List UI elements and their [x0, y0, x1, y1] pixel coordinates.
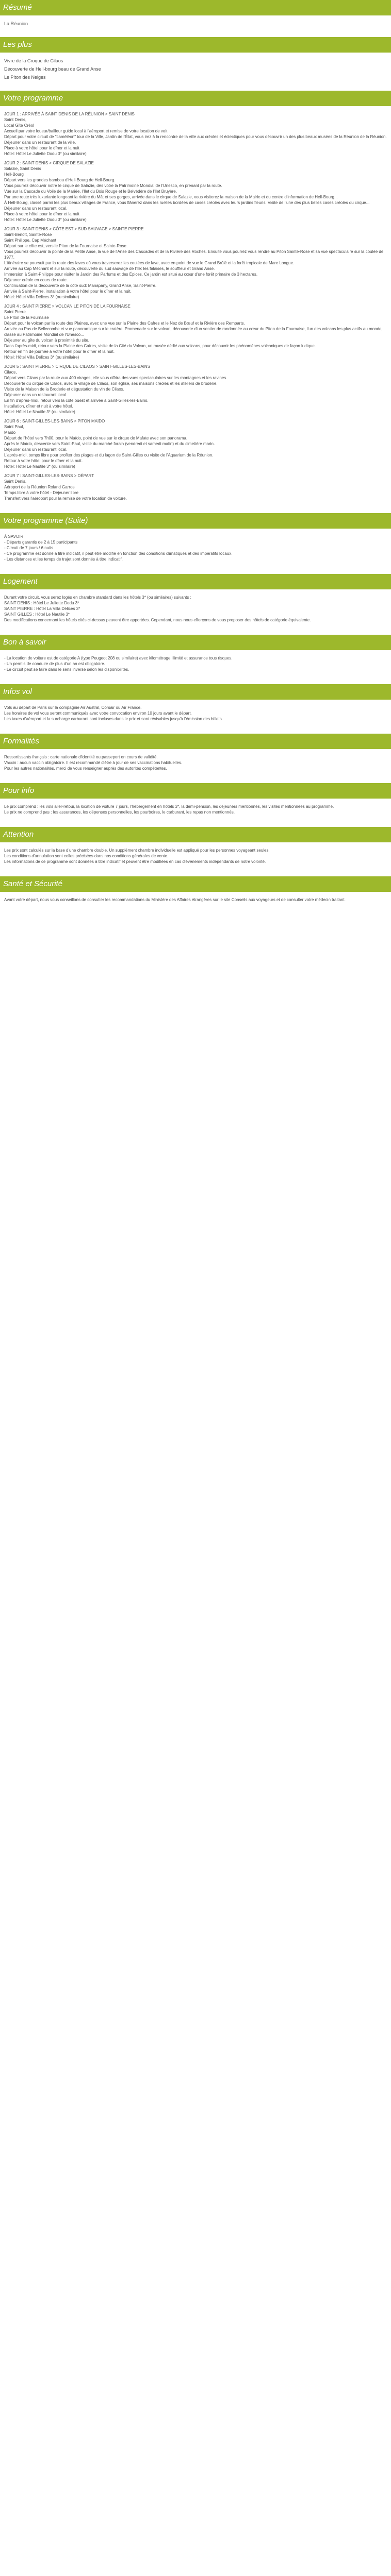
section-title-programme: Votre programme — [0, 91, 391, 106]
plus-item: Vivre de la Croque de Cilaos — [4, 58, 63, 63]
section-programme-suite — [0, 513, 391, 574]
section-logement — [0, 574, 391, 635]
day-6: JOUR 6 : SAINT-GILLES-LES-BAINS > PITON MAÏDO Saint Paul, Maïdo Départ de l'hôtel vers 7h00, pour le Maïdo, point de vue sur le cirque de Mafate avec son panorama. Après le Maïdo, descente vers Saint-Paul, visite du marché forain (vendredi et samedi matin) et du cimetière marin. Déjeuner dans un restaurant local. L'après-midi, temps libre pour profiter des plages et du lagon de Saint-Gilles ou visite de l'Aquarium de la Réunion. Retour à votre hôtel pour le dîner et la nuit. Hôtel: Hôtel Le Nautile 3* (ou similaire) — [4, 419, 215, 469]
logement-text: Durant votre circuit, vous serez logés en chambre standard dans les hôtels 3* (ou similaires) suivants : SAINT DENIS : Hôtel Le Juliette Dodu 3* SAINT PIERRE : Hôtel La Villa Délices 3* SAINT GILLES : Hôtel Le Nautile 3* Des modifications concernant les hôtels cités ci-dessus peuvent être apportées. Cependant, nous nous efforçons de vous proposer des hôtels de catégorie équivalente. — [4, 595, 311, 622]
section-title-infos-vol: Infos vol — [0, 684, 391, 700]
section-attention — [0, 827, 391, 876]
day-4: JOUR 4 : SAINT PIERRE > VOLCAN LE PITON DE LA FOURNAISE Saint Pierre Le Piton de la Fournaise Départ pour le volcan par la route des Plaines, avec une vue sur la Plaine des Cafres et le Nez de Bœuf et la Rivière des Remparts. Arrivée au Pas de Bellecombe et vue panoramique sur le cratère. Promenade sur le volcan, découverte d'un sentier de randonnée au cœur du Piton de la Fournaise, l'un des volcans les plus actifs au monde, classé au Patrimoine Mondial de l'Unesco... Déjeuner au gîte du volcan à proximité du site. Dans l'après-midi, retour vers la Plaine des Cafres, visite de la Cité du Volcan, un musée dédié aux volcans, pour découvrir les phénomènes volcaniques de façon ludique. Retour en fin de journée à votre hôtel pour le dîner et la nuit. Hôtel: Hôtel Villa Délices 3* (ou similaire) — [4, 304, 383, 360]
section-title-les-plus: Les plus — [0, 37, 391, 53]
sante-securite-text: Avant votre départ, nous vous conseillons de consulter les recommandations du Ministère des Affaires étrangères sur le site Conseils aux voyageurs et de consulter votre médecin traitant. — [4, 897, 346, 902]
section-pour-info — [0, 783, 391, 827]
section-title-pour-info: Pour info — [0, 783, 391, 799]
section-programme — [0, 91, 391, 513]
resume-text: La Réunion — [4, 21, 28, 26]
day-7: JOUR 7 : SAINT-GILLES-LES-BAINS > DÉPART Saint Denis, Aéroport de la Réunion Roland Garros Temps libre à votre hôtel - Déjeuner libre Transfert vers l'aéroport pour la remise de votre location de voiture. — [4, 473, 127, 501]
infos-vol-text: Vols au départ de Paris sur la compagnie Air Austral, Corsair ou Air France. Les horaires de vol vous seront communiqués avec votre convocation environ 10 jours avant le départ. Les taxes d'aéroport et la surcharge carburant sont incluses dans le prix et sont révisables jusqu'à l'émission des billets. — [4, 705, 223, 721]
day-2: JOUR 2 : SAINT DENIS > CIRQUE DE SALAZIE Salazie, Saint Denis Hell-Bourg Départ vers les grandes bambou d'Hell-Bourg de Hell-Bourg. Vous pourrez découvrir notre le cirque de Salazie, dès votre la Patrimoine Mondial de l'Unesco, en prenant par la route. Vue sur la Cascade du Voile de la Mariée, l'Ilet du Bois Rouge et le Belvédère de l'Ilet Bruyère. Par une route très luxuriante longeant la rivière du Mât et ses gorges, arrivée dans le cirque de Salazie, vous visiterez la maison de la Mairie et du centre d'information de Hell-Bourg... À Hell-Bourg, classé parmi les plus beaux villages de France, vous flânerez dans les ruelles bordées de cases créoles avec leurs jardins fleuris. Visite de l'une des plus belles cases créoles du cirque... Déjeuner dans un restaurant local. Place à votre hôtel pour le dîner et la nuit Hôtel: Hôtel Le Juliette Dodu 3* (ou similaire) — [4, 161, 370, 222]
section-title-logement: Logement — [0, 574, 391, 589]
pour-info-text: Le prix comprend : les vols aller-retour, la location de voiture 7 jours, l'hébergement en hôtels 3*, la demi-pension, les déjeuners mentionnés, les visites mentionnées au programme. Le prix ne comprend pas : les assurances, les dépenses personnelles, les pourboires, le carburant, les repas non mentionnés. — [4, 804, 334, 815]
section-formalites — [0, 734, 391, 783]
day-5: JOUR 5 : SAINT PIERRE > CIRQUE DE CILAOS > SAINT-GILLES-LES-BAINS Cilaos, Départ vers Cilaos par la route aux 400 virages, elle vous offrira des vues spectaculaires sur les montagnes et les ravines. Découverte du cirque de Cilaos, avec le village de Cilaos, son église, ses maisons créoles et les ateliers de broderie. Visite de la Maison de la Broderie et dégustation du vin de Cilaos. Déjeuner dans un restaurant local. En fin d'après-midi, retour vers la côte ouest et arrivée à Saint-Gilles-les-Bains. Installation, dîner et nuit à votre hôtel. Hôtel: Hôtel Le Nautile 3* (ou similaire) — [4, 364, 227, 414]
section-title-programme-suite: Votre programme (Suite) — [0, 513, 391, 529]
section-sante-securite — [0, 876, 391, 914]
section-les-plus — [0, 37, 391, 91]
formalites-text: Ressortissants français : carte nationale d'identité ou passeport en cours de validité. Vaccin : aucun vaccin obligatoire. Il est recommandé d'être à jour de ses vaccinations habituelles. Pour les autres nationalités, merci de vous renseigner auprès des autorités compétentes. — [4, 755, 183, 771]
section-infos-vol — [0, 684, 391, 734]
programme-suite-text: À SAVOIR - Départs garantis de 2 à 15 participants - Circuit de 7 jours / 6 nuits - Ce programme est donné à titre indicatif, il peut être modifié en fonction des conditions climatiques et des impératifs locaux. - Les distances et les temps de trajet sont donnés à titre indicatif. — [4, 534, 233, 562]
plus-item: Découverte de Hell-bourg beau de Grand Anse — [4, 66, 101, 72]
section-title-resume: Résumé — [0, 0, 391, 15]
section-resume — [0, 0, 391, 37]
section-title-sante-securite: Santé et Sécurité — [0, 876, 391, 892]
page — [0, 0, 391, 914]
section-title-attention: Attention — [0, 827, 391, 842]
section-title-bon-a-savoir: Bon à savoir — [0, 635, 391, 650]
section-bon-a-savoir — [0, 635, 391, 684]
day-3: JOUR 3 : SAINT DENIS > CÔTE EST > SUD SAUVAGE > SAINTE PIERRE Saint-Benoît, Sainte-Rose Saint Philippe, Cap Méchant Départ sur le côte est, vers le Piton de la Fournaise et Sainte-Rose. Vous pourrez découvrir la pointe de la Petite Anse, la vue de l'Anse des Cascades et de la Rivière des Roches. Ensuite vous pourrez vous rendre au Piton Sainte-Rose et sa vue spectaculaire sur la coulée de 1977. L'itinéraire se poursuit par la route des laves où vous traverserez les coulées de lave, avec en point de vue le Grand Brûlé et la forêt tropicale de Mare Longue. Arrivée au Cap Méchant et sur la route, découverte du sud sauvage de l'île: les falaises, le souffleur et Grand Anse. Immersion à Saint-Philippe pour visiter le Jardin des Parfums et des Épices. Ce jardin est situé au cœur d'une forêt primaire de 3 hectares. Déjeuner créole en cours de route. Continuation de la découverte de la côte sud: Manapany, Grand Anse, Saint-Pierre. Arrivée à Saint-Pierre, installation à votre hôtel pour le dîner et la nuit. Hôtel: Hôtel Villa Délices 3* (ou similaire) — [4, 227, 384, 299]
bon-a-savoir-text: - La location de voiture est de catégorie A (type Peugeot 208 ou similaire) avec kilométrage illimité et assurance tous risques. - Un permis de conduire de plus d'un an est obligatoire. - Le circuit peut se faire dans le sens inverse selon les disponibilités. — [4, 656, 233, 672]
plus-item: Le Piton des Neiges — [4, 75, 46, 80]
day-1: JOUR 1 : ARRIVÉE À SAINT DENIS DE LA RÉUNION > SAINT DENIS Saint Denis, Local Gîte Créol Accueil par votre loueur/bailleur guide local à l'aéroport et remise de votre location de voit Départ pour votre circuit de "caméléon" tour de la Ville, Jardin de l'État, vous irez à la rencontre de la ville aux créoles et éclectiques pour vous découvrir un des plus beaux musées de la Réunion de la Réunion. Déjeuner dans un restaurant de la ville. Place à votre hôtel pour le dîner et la nuit Hôtel: Hôtel Le Juliette Dodu 3* (ou similaire) — [4, 112, 387, 156]
section-title-formalites: Formalités — [0, 734, 391, 749]
attention-text: Les prix sont calculés sur la base d'une chambre double. Un supplément chambre individuelle est appliqué pour les personnes voyageant seules. Les conditions d'annulation sont celles précisées dans nos conditions générales de vente. Les informations de ce programme sont données à titre indicatif et peuvent être modifiées en cas d'événements indépendants de notre volonté. — [4, 848, 270, 864]
